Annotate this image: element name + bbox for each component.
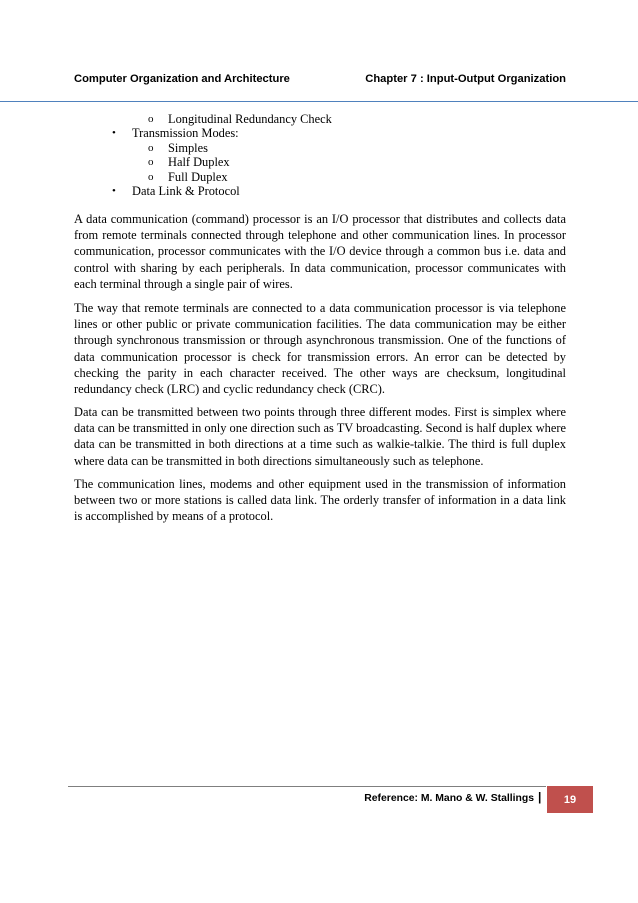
footer-rule [68,786,546,787]
paragraph-remote-terminals: The way that remote terminals are connected to a data communication processor is via telephone lines or other public or private communication facilities. The data communication may be either through synchronous transmission or through asynchronous transmission. One of the functions of data communication processor is check for transmission errors. An error can be detected by checking the parity in each character received. The other ways are checksum, longitudinal redundancy check (LRC) and cyclic redundancy check (CRC). [74,301,566,397]
circle-bullet-icon: o [148,170,154,183]
paragraph-data-communication-processor: A data communication (command) processor is an I/O processor that distributes and collects data from remote terminals connected through telephone and other communication lines. In processor communication, processor communicates with the I/O device through a common bus i.e. data and control with sharing by each peripherals. In data communication, processor communicates with each terminal through a single pair of wires. [74,212,566,291]
list-item [74,126,566,140]
header-rule [0,101,638,102]
paragraph-data-link: The communication lines, modems and other equipment used in the transmission of information between two or more stations is called data link. The orderly transfer of information in a data link is accomplished by means of a protocol. [74,477,566,524]
list-item [74,141,566,155]
list-item [74,184,566,198]
list-item-text: Transmission Modes: [132,126,239,141]
header-book-title: Computer Organization and Architecture [74,73,290,85]
list-item-text: Half Duplex [168,155,230,170]
disc-bullet-icon: • [112,184,116,197]
circle-bullet-icon: o [148,141,154,154]
footer-separator: | [538,790,542,804]
paragraph-transmission-modes: Data can be transmitted between two points through three different modes. First is simplex where data can be transmitted in only one direction such as TV broadcasting. Second is half duplex where data can be transmitted in both directions at a time such as walkie-talkie. The third is full duplex where data can be transmitted in both directions simultaneously such as telephone. [74,405,566,468]
disc-bullet-icon: • [112,127,116,140]
list-item-text: Full Duplex [168,169,228,184]
list-item [74,170,566,184]
list-item-text: Longitudinal Redundancy Check [168,112,332,126]
circle-bullet-icon: o [148,113,154,125]
list-item [74,155,566,169]
page-number: 19 [563,793,577,806]
list-item-text: Data Link & Protocol [132,183,240,198]
footer-reference: Reference: M. Mano & W. Stallings [364,793,534,804]
header-chapter-title: Chapter 7 : Input-Output Organization [365,73,566,85]
list-item-text: Simples [168,140,208,155]
list-item [74,112,566,126]
page-number-badge [547,786,593,813]
page-header [74,73,566,93]
circle-bullet-icon: o [148,156,154,169]
bullet-list [74,112,566,198]
